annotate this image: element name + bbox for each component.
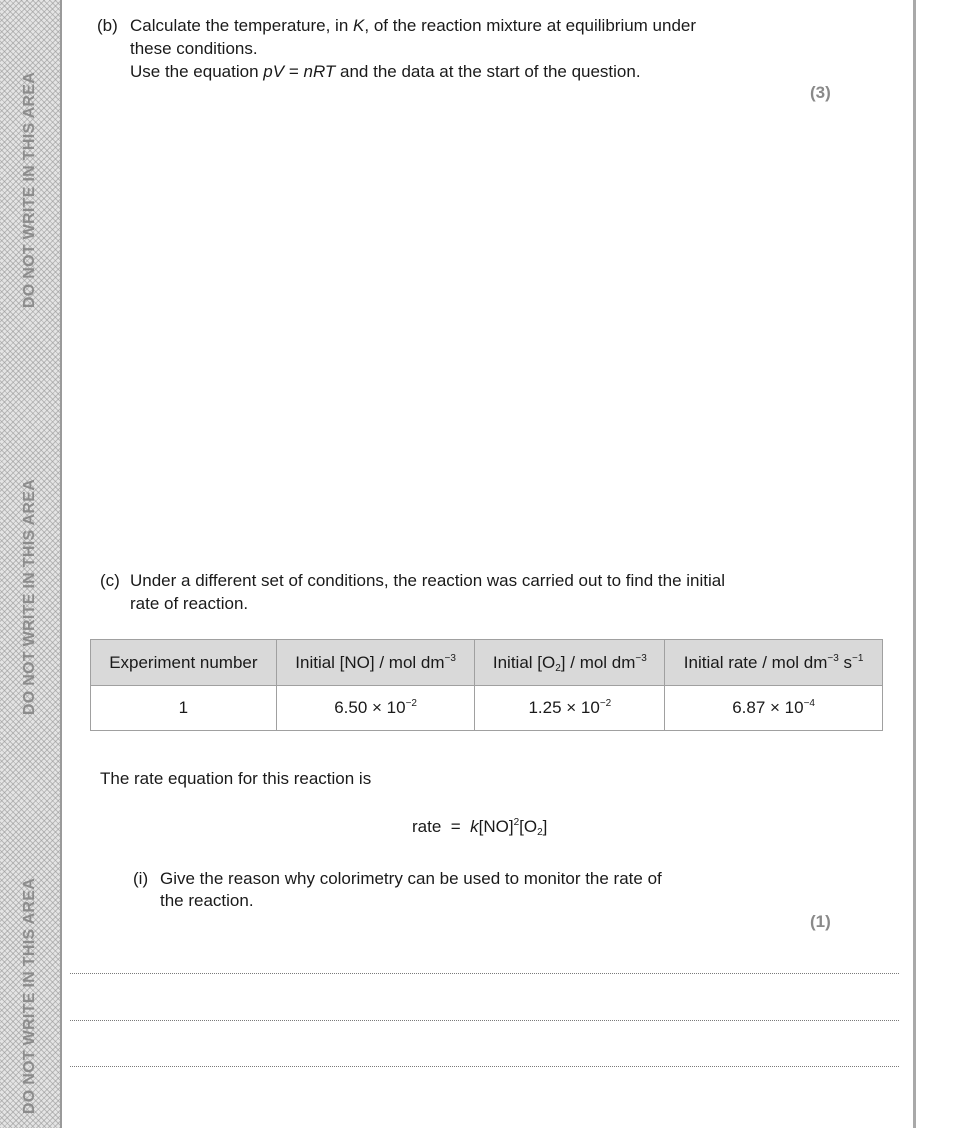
part-c-line1: Under a different set of conditions, the reaction was carried out to find the initial (130, 571, 726, 590)
answer-line-3[interactable] (70, 1066, 899, 1067)
part-b-line1: Calculate the temperature, in K, of the reaction mixture at equilibrium under (130, 16, 697, 35)
part-ci-marks: (1) (810, 912, 831, 931)
header-initial-rate: Initial rate / mol $dm^{-3}$ $s^{-1}$ (665, 640, 883, 686)
page-right-border (913, 0, 916, 1128)
header-initial-no: Initial [NO] / mol $dm^{-3}$ (276, 640, 475, 686)
rate-equation: rate = $k[NO]^2[O_2]$ (412, 817, 548, 838)
part-ci-label: (i) (133, 869, 149, 888)
table-row (91, 686, 883, 731)
answer-line-2[interactable] (70, 1020, 899, 1021)
part-b-label: (b) (97, 16, 118, 35)
cell-initial-no: $6.50 \times 10^{-2}$ (276, 686, 475, 731)
table-header-row (91, 640, 883, 686)
cell-initial-rate: $6.87 \times 10^{-4}$ (665, 686, 883, 731)
part-b-marks: (3) (810, 83, 831, 102)
cell-experiment: 1 (91, 686, 277, 731)
header-experiment-number: Experiment number (91, 640, 277, 686)
part-ci-line2: the reaction. (160, 891, 254, 910)
answer-line-1[interactable] (70, 973, 899, 974)
header-initial-o2: Initial $[O_2]$ / mol $dm^{-3}$ (475, 640, 665, 686)
part-b-line3: Use the equation pV = nRT and the data at the start of the question. (130, 62, 641, 81)
cell-initial-o2: $1.25 \times 10^{-2}$ (475, 686, 665, 731)
part-c-line2: rate of reaction. (130, 594, 249, 613)
part-b-line2: these conditions. (130, 39, 258, 58)
experiment-table (90, 639, 883, 731)
part-c-label: (c) (100, 571, 120, 590)
rate-equation-intro: The rate equation for this reaction is (100, 769, 372, 788)
part-ci-line1: Give the reason why colorimetry can be used to monitor the rate of (160, 869, 662, 888)
